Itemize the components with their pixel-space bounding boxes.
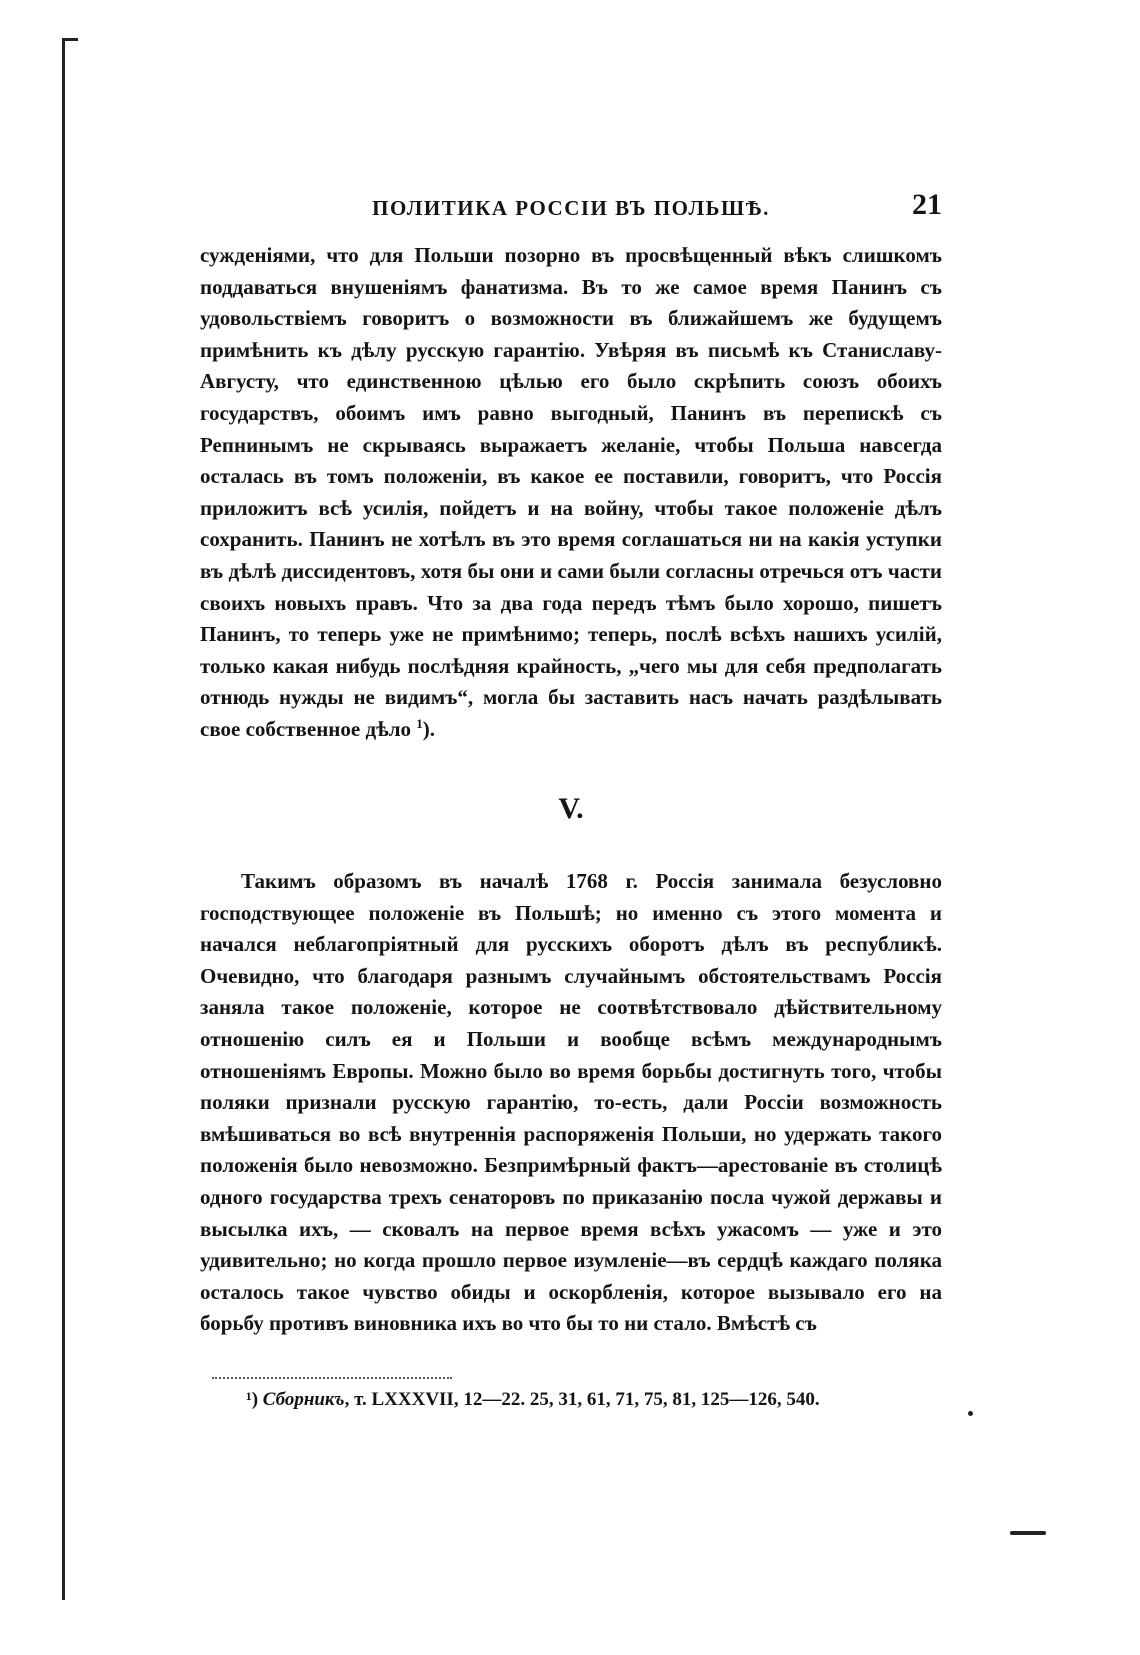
paragraph-1	[200, 240, 942, 746]
section-number: V.	[558, 792, 584, 825]
footnote-separator	[212, 1377, 452, 1379]
running-title: ПОЛИТИКА РОССІИ ВЪ ПОЛЬШѢ.	[372, 196, 770, 220]
page-header	[200, 188, 942, 228]
footnote	[246, 1389, 946, 1411]
scan-dot-mark	[968, 1411, 973, 1416]
paragraph-1-end: ).	[422, 716, 435, 741]
paragraph-2: Такимъ образомъ въ началѣ 1768 г. Россія занимала безусловно господствующее положеніе въ Польшѣ; но именно съ этого момента и начался неблагопріятный для русскихъ оборотъ дѣлъ въ республикѣ. Очевидно, что благодаря разнымъ случайнымъ обстоятельствамъ Россія заняла такое положеніе, которое не соотвѣтствовало дѣйствительному отношенію силъ ея и Польши и вообще всѣмъ международнымъ отношеніямъ Европы. Можно было во время борьбы достигнуть того, чтобы поляки признали русскую гарантію, то-есть, дали Россіи возможность вмѣшиваться во всѣ внутреннія распоряженія Польши, но удержать такого положенія было невозможно. Безпримѣрный фактъ—арестованіе въ столицѣ одного государства трехъ сенаторовъ по приказанію посла чужой державы и высылка ихъ, — сковалъ на первое время всѣхъ ужасомъ — уже и это удивительно; но когда прошло первое изумленіе—въ сердцѣ каждаго поляка осталось такое чувство обиды и оскорбленія, которое вызывало его на борьбу противъ виновника ихъ во что бы то ни стало. Вмѣстѣ съ	[200, 869, 942, 1336]
page-corner-tick	[62, 38, 78, 41]
page-margin-rule	[62, 38, 65, 1600]
paragraph-1-text: сужденіями, что для Польши позорно въ просвѣщенный вѣкъ слишкомъ поддаваться внушеніямъ фанатизма. Въ то же самое время Панинъ съ удовольствіемъ говоритъ о возможности въ ближайшемъ же будущемъ примѣнить къ дѣлу русскую гарантію. Увѣряя въ письмѣ къ Станиславу-Августу, что единственною цѣлью его было скрѣпить союзъ обоихъ государствъ, обоимъ имъ равно выгодный, Панинъ въ перепискѣ съ Репнинымъ не скрываясь выражаетъ желаніе, чтобы Польша навсегда осталась въ томъ положеніи, въ какое ее поставили, говоритъ, что Россія приложитъ всѣ усилія, пойдетъ и на войну, чтобы такое положеніе дѣлъ сохранить. Панинъ не хотѣлъ въ это время соглашаться ни на какія уступки въ дѣлѣ диссидентовъ, хотя бы они и сами были согласны отречься отъ части своихъ новыхъ правъ. Что за два года передъ тѣмъ было хорошо, пишетъ Панинъ, то теперь уже не примѣнимо; теперь, послѣ всѣхъ нашихъ усилій, только какая нибудь послѣдняя крайность, „чего мы для себя предполагать отнюдь нужды не видимъ“, могла бы заставить насъ начать раздѣлывать свое собственное дѣло	[200, 243, 942, 741]
footnote-marker: ¹)	[246, 1389, 259, 1410]
footnote-source: Сборникъ	[262, 1389, 345, 1410]
footnote-reference: 1	[416, 715, 423, 731]
footnote-text: , т. LXXXVII, 12—22. 25, 31, 61, 71, 75, 81, 125—126, 540.	[344, 1389, 820, 1410]
scan-dash-mark	[1010, 1531, 1046, 1535]
page-number: 21	[912, 188, 942, 221]
